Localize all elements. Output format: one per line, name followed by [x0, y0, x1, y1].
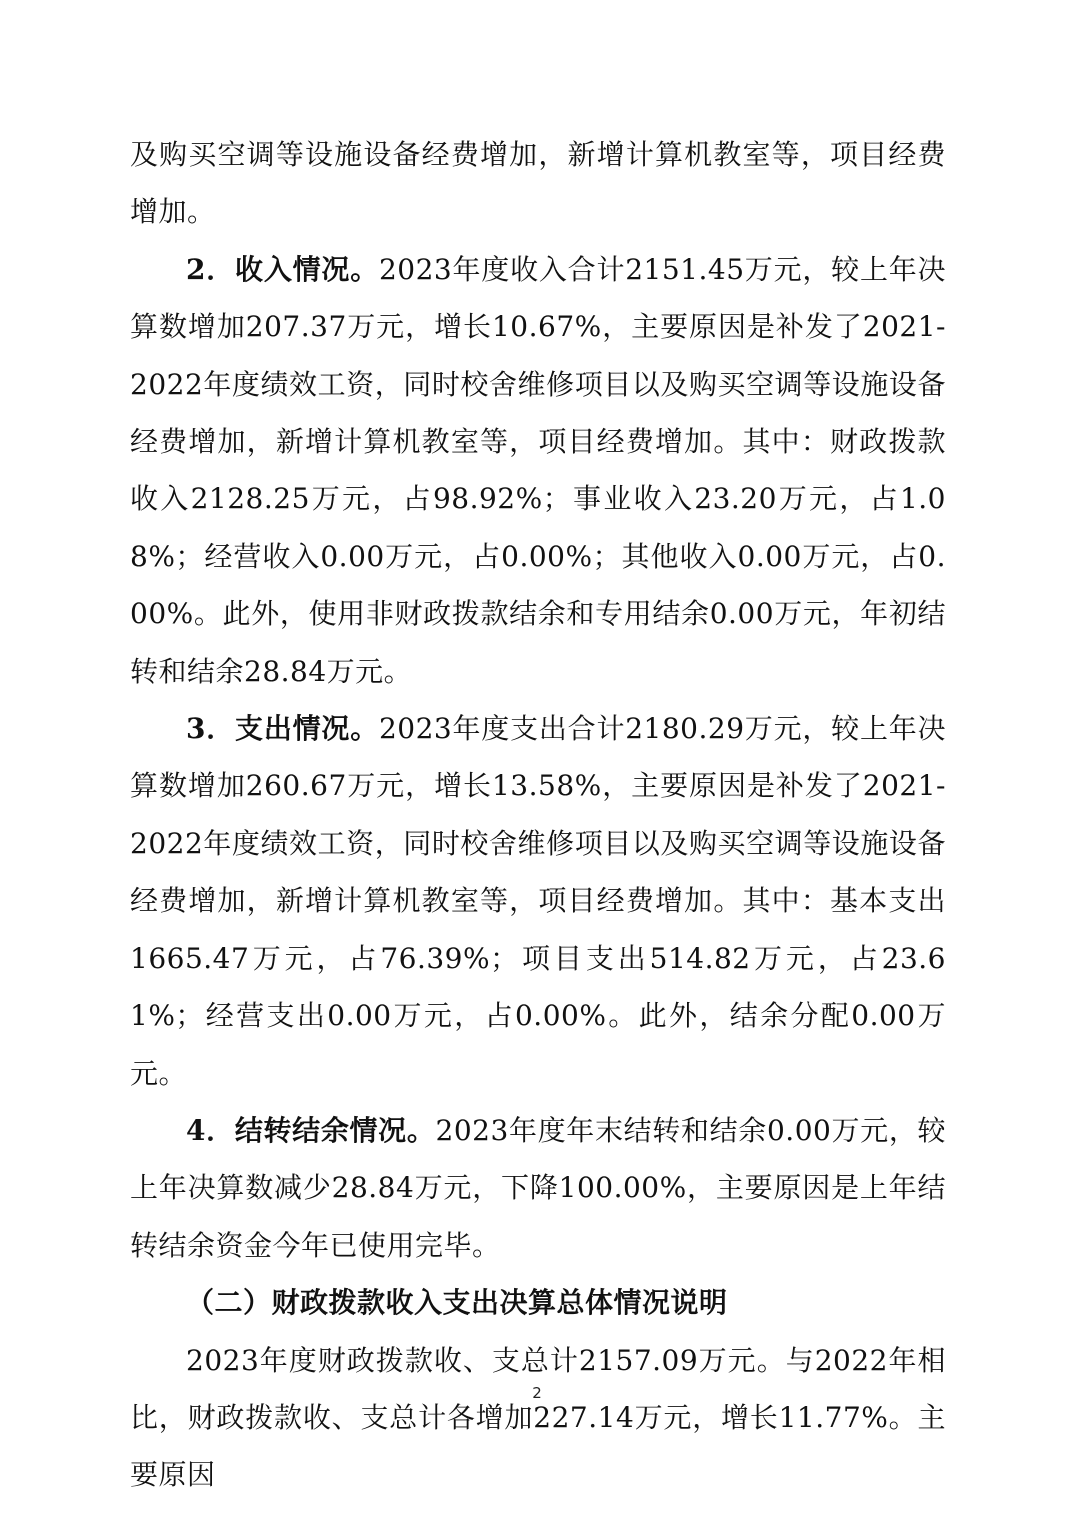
- section-title: （二）财政拨款收入支出决算总体情况说明: [186, 1286, 728, 1320]
- paragraph-balance: [130, 1102, 946, 1274]
- paragraph-heading: 2．收入情况。: [186, 252, 379, 286]
- paragraph-text: 2023年度收入合计2151.45万元，较上年决算数增加207.37万元，增长10.67%，主要原因是补发了2021-2022年度绩效工资，同时校舍维修项目以及购买空调等设施设备经费增加，新增计算机教室等，项目经费增加。其中：财政拨款收入2128.25万元，占98.92%；事业收入23.20万元，占1.08%；经营收入0.00万元，占0.00%；其他收入0.00万元，占0.00%。此外，使用非财政拨款结余和专用结余0.00万元，年初结转和结余28.84万元。: [130, 252, 947, 688]
- page-number: 2: [532, 1384, 542, 1402]
- paragraph-fiscal-summary: [130, 1332, 946, 1504]
- paragraph-heading: 4．结转结余情况。: [186, 1113, 436, 1147]
- paragraph-expenditure: [130, 700, 946, 1102]
- paragraph-text: 及购买空调等设施设备经费增加，新增计算机教室等，项目经费增加。: [130, 138, 946, 229]
- paragraph-heading: 3．支出情况。: [186, 712, 379, 746]
- paragraph-continuation: [130, 126, 946, 241]
- paragraph-text: 2023年度支出合计2180.29万元，较上年决算数增加260.67万元，增长13.58%，主要原因是补发了2021-2022年度绩效工资，同时校舍维修项目以及购买空调等设施设备经费增加，新增计算机教室等，项目经费增加。其中：基本支出1665.47万元，占76.39%；项目支出514.82万元，占23.61%；经营支出0.00万元，占0.00%。此外，结余分配0.00万元。: [130, 712, 947, 1090]
- paragraph-text: 2023年度财政拨款收、支总计2157.09万元。与2022年相比，财政拨款收、支总计各增加227.14万元，增长11.77%。主要原因: [130, 1343, 946, 1492]
- paragraph-text: 2023年度年末结转和结余0.00万元，较上年决算数减少28.84万元，下降100.00%，主要原因是上年结转结余资金今年已使用完毕。: [130, 1113, 946, 1262]
- paragraph-income: [130, 241, 946, 700]
- document-body: [130, 126, 946, 1504]
